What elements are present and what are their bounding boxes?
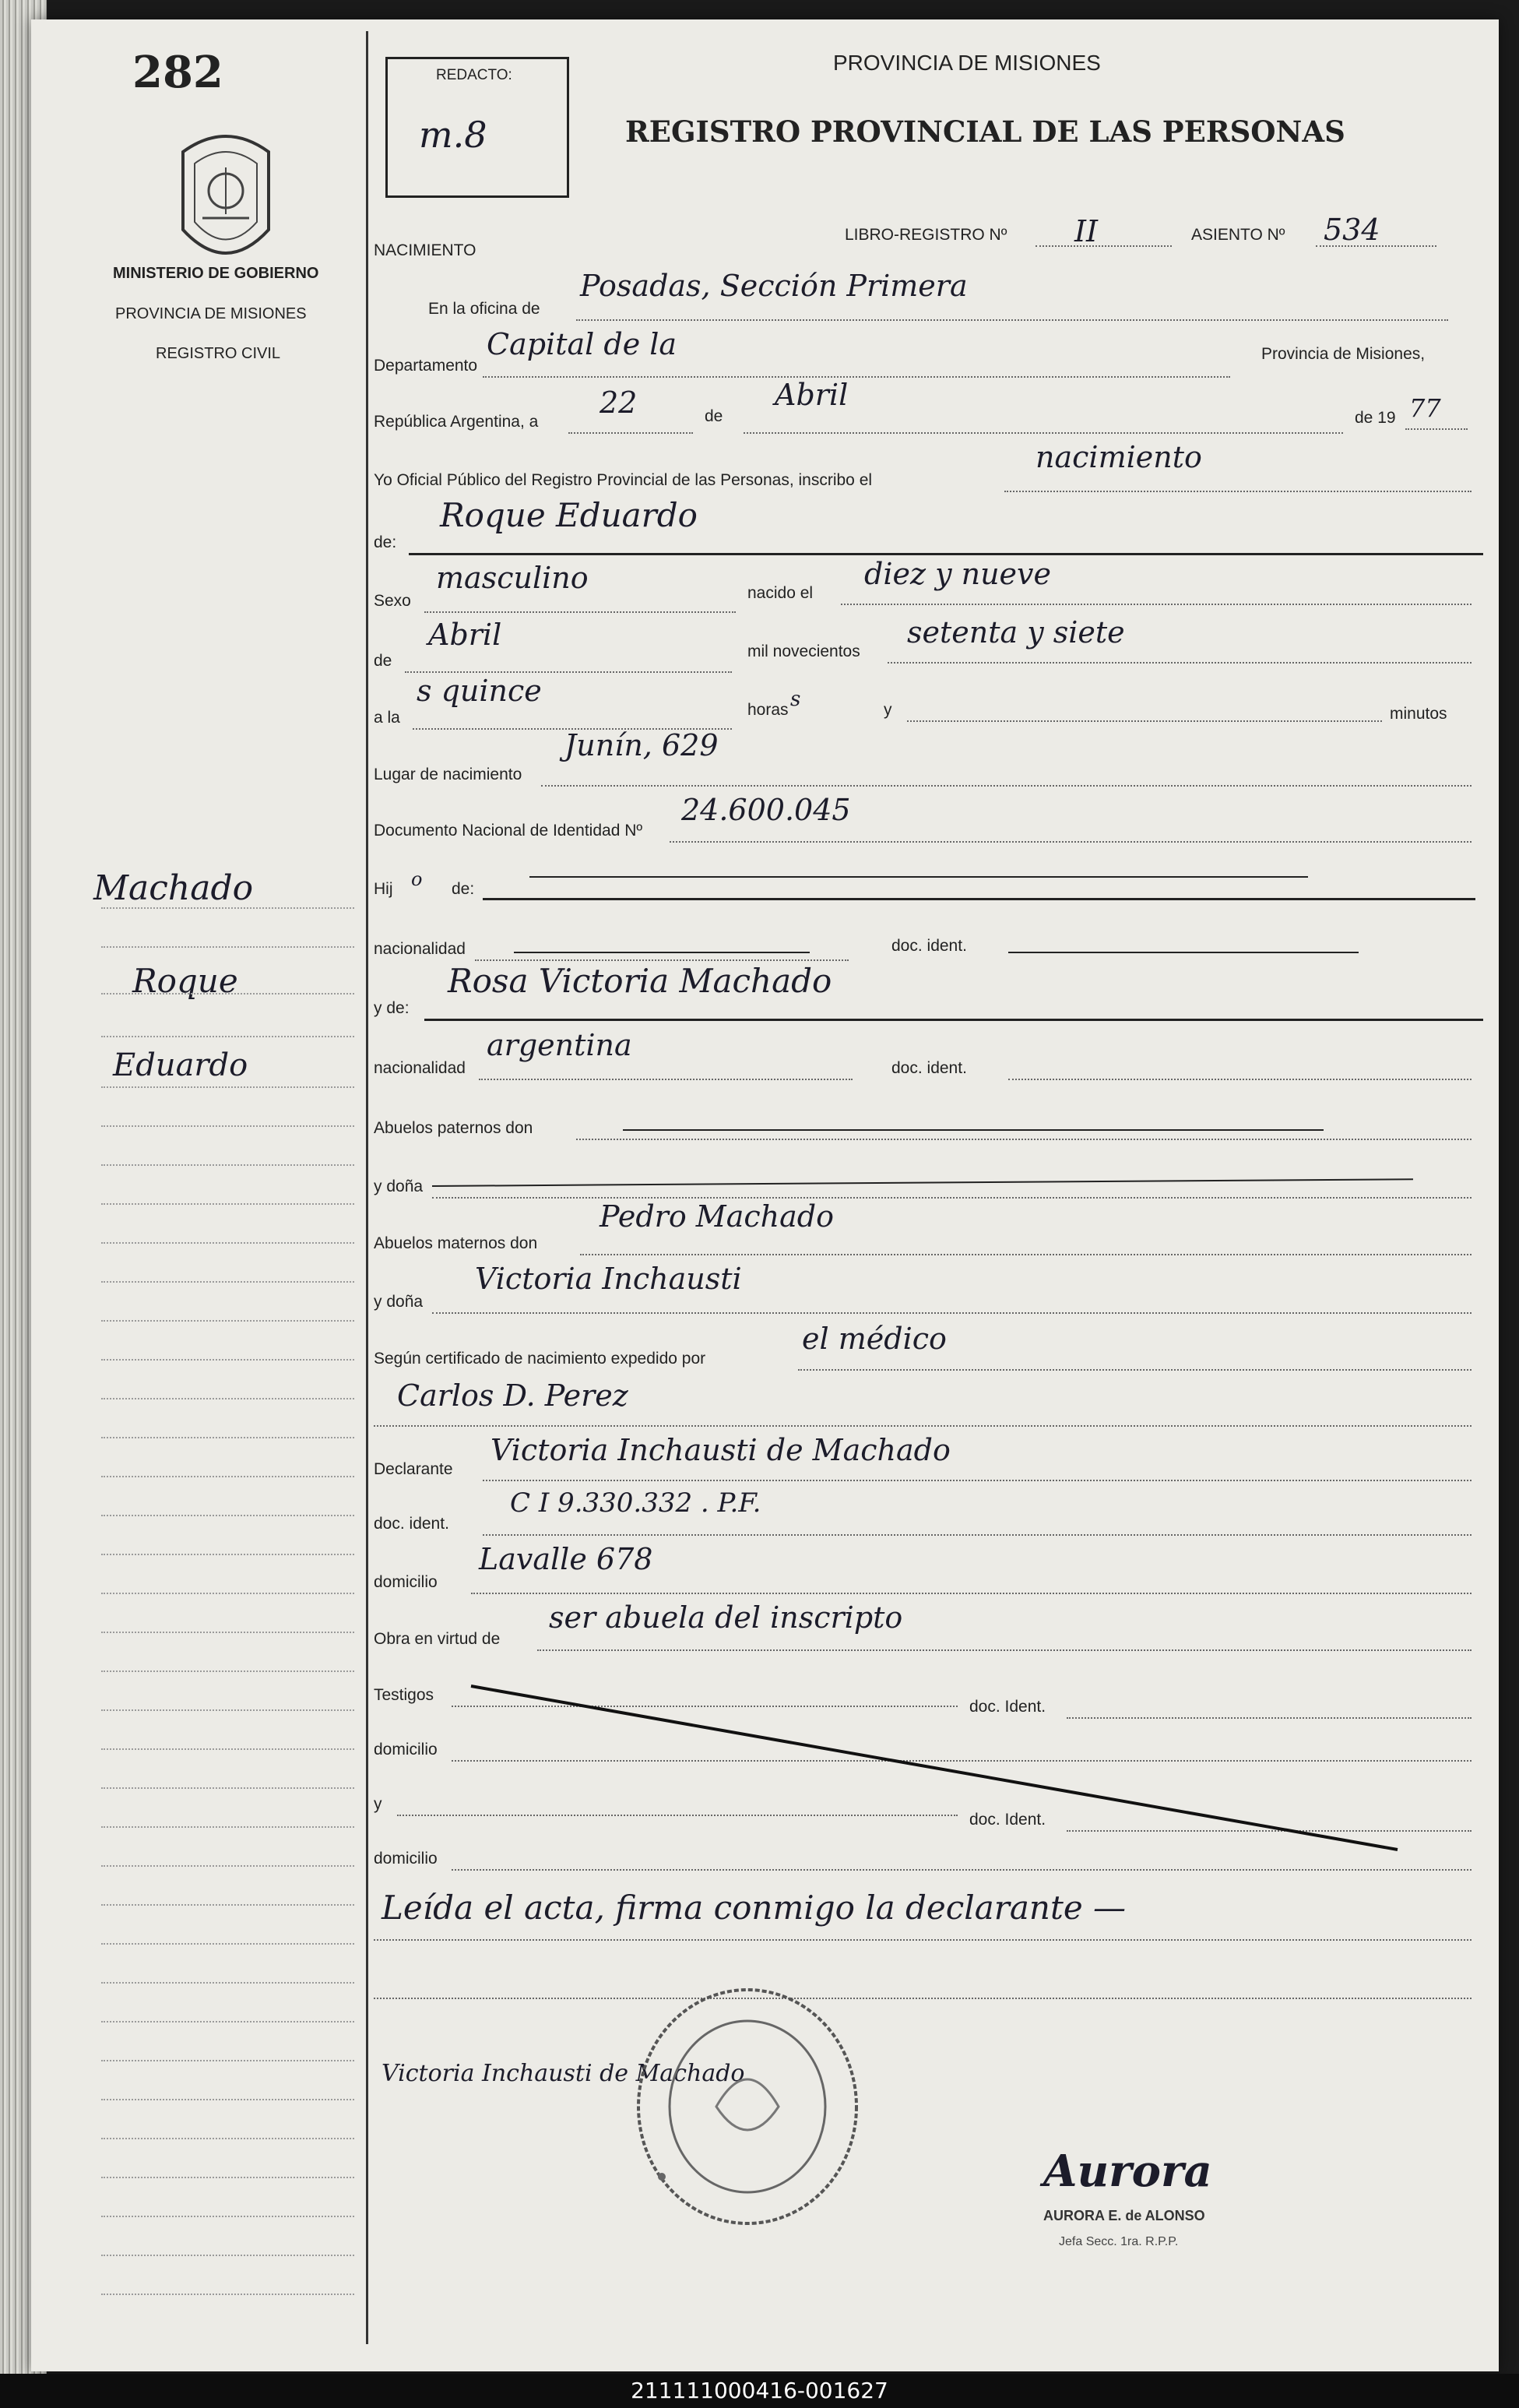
dni-value: 24.600.045 bbox=[681, 793, 851, 827]
horas-label: horas bbox=[747, 701, 789, 719]
provincia-suffix: Provincia de Misiones, bbox=[1261, 345, 1426, 363]
nacido-value: diez y nueve bbox=[864, 557, 1052, 591]
madre-value: Rosa Victoria Machado bbox=[448, 962, 832, 1000]
margin-rule bbox=[101, 1826, 354, 1828]
mes-line bbox=[744, 432, 1343, 434]
folio-number: 282 bbox=[132, 47, 223, 98]
hijo-suffix: o bbox=[411, 868, 423, 890]
doc-ident3-value: C I 9.330.332 . P.F. bbox=[510, 1487, 761, 1519]
redacto-value: m.8 bbox=[419, 114, 487, 156]
y-label: y bbox=[884, 701, 892, 719]
officer-signature: Aurora bbox=[1043, 2146, 1212, 2197]
margin-rule bbox=[101, 1709, 354, 1711]
oficina-label: En la oficina de bbox=[428, 300, 540, 318]
declarante-signature: Victoria Inchausti de Machado bbox=[382, 2060, 745, 2087]
doc-ident2-label: doc. ident. bbox=[891, 1059, 967, 1077]
hijo-line bbox=[483, 898, 1475, 900]
abuelos-maternos-label: Abuelos maternos don bbox=[374, 1234, 538, 1252]
margin-rule bbox=[101, 1281, 354, 1283]
certificado-label: Según certificado de nacimiento expedido por bbox=[374, 1350, 706, 1368]
testigos-label: Testigos bbox=[374, 1686, 434, 1704]
libro-value: II bbox=[1074, 214, 1099, 248]
departamento-value: Capital de la bbox=[487, 327, 677, 361]
abuela-materna-line bbox=[432, 1312, 1472, 1314]
margin-rule bbox=[101, 2177, 354, 2178]
oficina-line bbox=[576, 319, 1448, 321]
hora-label: a la bbox=[374, 709, 400, 727]
province-heading: PROVINCIA DE MISIONES bbox=[833, 51, 1101, 75]
anio-label: de 19 bbox=[1355, 409, 1396, 427]
civil-registry-label: REGISTRO CIVIL bbox=[156, 345, 281, 362]
lugar-label: Lugar de nacimiento bbox=[374, 766, 522, 783]
margin-rule bbox=[101, 1787, 354, 1789]
certificado-value: el médico bbox=[802, 1322, 947, 1356]
minutos-line bbox=[907, 720, 1382, 722]
doc-ident2-line bbox=[1008, 1079, 1472, 1080]
hora-value: s quince bbox=[417, 674, 542, 708]
document-id-bar bbox=[0, 2374, 1519, 2408]
domicilio1-value: Lavalle 678 bbox=[479, 1542, 653, 1576]
ministry-name: MINISTERIO DE GOBIERNO bbox=[113, 265, 319, 282]
document-page bbox=[31, 19, 1499, 2371]
margin-rule bbox=[101, 993, 354, 995]
mes-nac-line bbox=[405, 671, 732, 673]
sexo-label: Sexo bbox=[374, 592, 411, 610]
mes-value: Abril bbox=[775, 378, 849, 412]
section-label: NACIMIENTO bbox=[374, 241, 476, 259]
doc-ident3-label: doc. ident. bbox=[374, 1515, 449, 1533]
margin-rule bbox=[101, 1398, 354, 1399]
nacionalidad1-stroke bbox=[514, 952, 810, 953]
margin-rule bbox=[101, 1982, 354, 1984]
abuelos-paternos-line bbox=[576, 1139, 1472, 1140]
margin-rule bbox=[101, 1904, 354, 1906]
hijo-label: Hij bbox=[374, 880, 393, 898]
leida-text: Leída el acta, firma conmigo la declarante — bbox=[382, 1889, 1127, 1927]
y2-label: y bbox=[374, 1795, 382, 1813]
margin-surname: Machado bbox=[93, 868, 254, 908]
nacido-line bbox=[841, 604, 1472, 605]
margin-rule bbox=[101, 2294, 354, 2295]
anio-nac-value: setenta y siete bbox=[907, 615, 1125, 650]
margin-name-1: Roque bbox=[132, 962, 238, 1000]
abuelos-paternos-label: Abuelos paternos don bbox=[374, 1119, 533, 1137]
domicilio1-label: domicilio bbox=[374, 1573, 438, 1591]
sexo-value: masculino bbox=[436, 561, 589, 595]
asiento-label: ASIENTO Nº bbox=[1191, 226, 1285, 244]
margin-rule bbox=[101, 1359, 354, 1361]
margin-rule bbox=[101, 2138, 354, 2139]
nacido-label: nacido el bbox=[747, 584, 814, 602]
anio-nac-line bbox=[888, 662, 1472, 664]
doc-ident3-line bbox=[483, 1534, 1472, 1536]
officer-stamp-title: Jefa Secc. 1ra. R.P.P. bbox=[1059, 2235, 1179, 2248]
doc-ident4-label: doc. Ident. bbox=[969, 1698, 1046, 1716]
nombre-line bbox=[409, 553, 1483, 555]
margin-rule bbox=[101, 1593, 354, 1594]
obra-label: Obra en virtud de bbox=[374, 1630, 501, 1648]
hijo-de-label: de: bbox=[452, 880, 475, 898]
declarante-value: Victoria Inchausti de Machado bbox=[491, 1433, 951, 1467]
lugar-value: Junín, 629 bbox=[564, 728, 719, 762]
nacionalidad1-label: nacionalidad bbox=[374, 940, 466, 958]
coat-of-arms-icon bbox=[167, 121, 284, 276]
de-label: de bbox=[705, 407, 723, 425]
margin-rule bbox=[101, 1086, 354, 1088]
margin-rule bbox=[101, 1036, 354, 1037]
libro-label: LIBRO-REGISTRO Nº bbox=[845, 226, 1007, 244]
certificado-line bbox=[798, 1369, 1472, 1371]
margin-rule bbox=[101, 2021, 354, 2023]
margin-rule bbox=[101, 2099, 354, 2100]
blank-line bbox=[374, 1998, 1472, 1999]
minutos-label: minutos bbox=[1390, 705, 1447, 723]
hijo-stroke bbox=[529, 876, 1308, 878]
declarante-label: Declarante bbox=[374, 1460, 453, 1478]
column-divider bbox=[366, 31, 368, 2344]
abuelos-paternos-stroke bbox=[623, 1129, 1324, 1131]
dni-line bbox=[670, 841, 1472, 843]
margin-rule bbox=[101, 1515, 354, 1516]
doc-ident1-stroke bbox=[1008, 952, 1359, 953]
margin-rule bbox=[101, 1125, 354, 1127]
abuela-paterna-stroke bbox=[432, 1178, 1413, 1187]
anio-value: 77 bbox=[1409, 393, 1441, 423]
lugar-line bbox=[541, 785, 1472, 787]
margin-rule bbox=[101, 907, 354, 909]
margin-rule bbox=[101, 1203, 354, 1205]
abuela-materna-value: Victoria Inchausti bbox=[475, 1262, 742, 1296]
obra-line bbox=[537, 1649, 1472, 1651]
leida-line bbox=[374, 1939, 1472, 1941]
departamento-label: Departamento bbox=[374, 357, 478, 375]
margin-rule bbox=[101, 1748, 354, 1750]
declarante-line bbox=[483, 1480, 1472, 1481]
domicilio2-label: domicilio bbox=[374, 1741, 438, 1758]
official-seal-icon bbox=[631, 1982, 864, 2231]
nacionalidad2-line bbox=[479, 1079, 853, 1080]
madre-line bbox=[424, 1019, 1483, 1021]
de-nombre-label: de: bbox=[374, 533, 397, 551]
cancellation-stroke bbox=[467, 1682, 1401, 1854]
anio-line bbox=[1405, 428, 1468, 430]
medico-line bbox=[374, 1425, 1472, 1427]
nombre-value: Roque Eduardo bbox=[440, 496, 698, 534]
province-left: PROVINCIA DE MISIONES bbox=[115, 305, 307, 322]
margin-rule bbox=[101, 1164, 354, 1166]
republica-label: República Argentina, a bbox=[374, 413, 539, 431]
redacto-label: REDACTO: bbox=[436, 67, 512, 83]
officer-stamp-name: AURORA E. de ALONSO bbox=[1043, 2208, 1205, 2223]
margin-name-2: Eduardo bbox=[113, 1047, 248, 1083]
domicilio3-label: domicilio bbox=[374, 1850, 438, 1868]
nacionalidad2-label: nacionalidad bbox=[374, 1059, 466, 1077]
nacionalidad1-line bbox=[475, 959, 849, 961]
horas-suffix: s bbox=[790, 688, 801, 711]
obra-value: ser abuela del inscripto bbox=[549, 1600, 903, 1635]
margin-rule bbox=[101, 1242, 354, 1244]
margin-rule bbox=[101, 2255, 354, 2256]
domicilio3-line bbox=[452, 1869, 1472, 1871]
margin-rule bbox=[101, 1632, 354, 1633]
margin-rule bbox=[101, 1320, 354, 1322]
libro-line bbox=[1036, 245, 1172, 247]
inscribo-value: nacimiento bbox=[1036, 440, 1202, 474]
margin-rule bbox=[101, 946, 354, 948]
domicilio1-line bbox=[471, 1593, 1472, 1594]
abuelo-materno-line bbox=[580, 1254, 1472, 1255]
sexo-line bbox=[424, 611, 736, 613]
y-de-label: y de: bbox=[374, 999, 410, 1017]
registry-title: REGISTRO PROVINCIAL DE LAS PERSONAS bbox=[625, 114, 1345, 149]
margin-rule bbox=[101, 1554, 354, 1555]
margin-rule bbox=[101, 2060, 354, 2061]
redacto-box bbox=[385, 57, 569, 198]
margin-rule bbox=[101, 1865, 354, 1867]
doc-ident5-label: doc. Ident. bbox=[969, 1811, 1046, 1829]
oficina-value: Posadas, Sección Primera bbox=[580, 269, 968, 303]
y-dona2-label: y doña bbox=[374, 1293, 424, 1311]
dia-line bbox=[568, 432, 693, 434]
margin-rule bbox=[101, 1437, 354, 1438]
y-dona1-label: y doña bbox=[374, 1178, 424, 1195]
dia-value: 22 bbox=[600, 385, 638, 420]
mes-nac-value: Abril bbox=[428, 618, 502, 652]
inscribo-label: Yo Oficial Público del Registro Provincial de las Personas, inscribo el bbox=[374, 471, 873, 489]
margin-rule bbox=[101, 1943, 354, 1945]
dni-label: Documento Nacional de Identidad Nº bbox=[374, 822, 643, 840]
de2-label: de bbox=[374, 652, 392, 670]
margin-rule bbox=[101, 1670, 354, 1672]
inscribo-line bbox=[1004, 491, 1472, 492]
abuela-paterna-line bbox=[432, 1197, 1472, 1199]
departamento-line bbox=[483, 376, 1230, 378]
medico-value: Carlos D. Perez bbox=[397, 1378, 628, 1413]
document-id: 211111000416-001627 bbox=[631, 2378, 888, 2403]
mil-label: mil novecientos bbox=[747, 642, 860, 660]
margin-rule bbox=[101, 2216, 354, 2217]
margin-rule bbox=[101, 1476, 354, 1477]
abuelo-materno-value: Pedro Machado bbox=[600, 1199, 834, 1234]
nacionalidad2-value: argentina bbox=[487, 1028, 632, 1062]
asiento-value: 534 bbox=[1324, 213, 1380, 247]
doc-ident1-label: doc. ident. bbox=[891, 937, 967, 955]
